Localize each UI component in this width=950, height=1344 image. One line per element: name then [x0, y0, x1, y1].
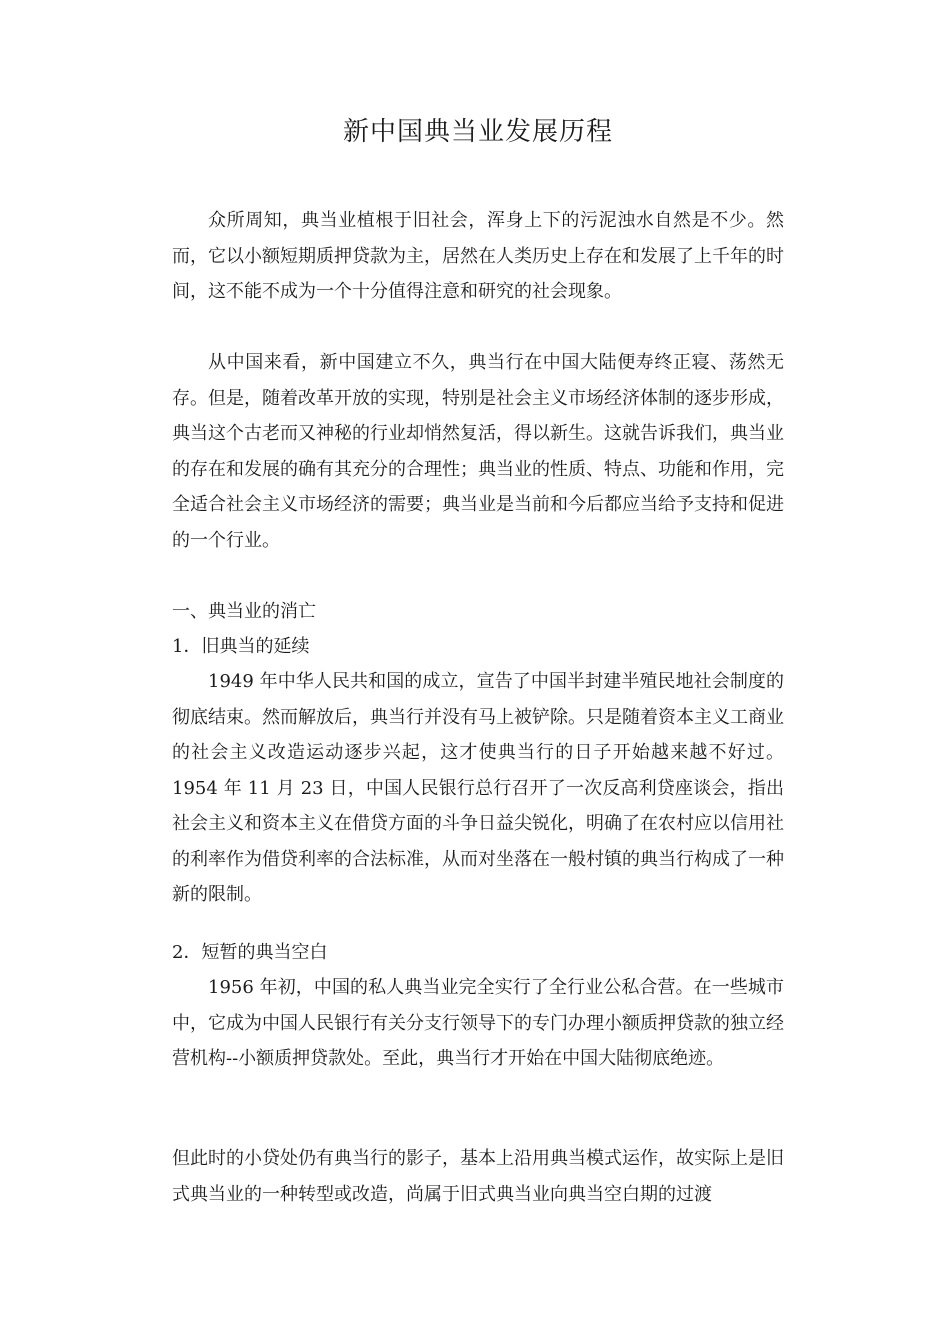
intro-paragraph-2: 从中国来看，新中国建立不久，典当行在中国大陆便寿终正寝、荡然无存。但是，随着改革开放的实现，特别是社会主义市场经济体制的逐步形成，典当这个古老而又神秘的行业却悄然复活，得以新生。这就告诉我们，典当业的存在和发展的确有其充分的合理性；典当业的性质、特点、功能和作用，完全适合社会主义市场经济的需要；典当业是当前和今后都应当给予支持和促进的一个行业。: [172, 352, 784, 551]
subsection-1-paragraph: 1949 年中华人民共和国的成立，宣告了中国半封建半殖民地社会制度的彻底结束。然而解放后，典当行并没有马上被铲除。只是随着资本主义工商业的社会主义改造运动逐步兴起，这才使典当行的日子开始越来越不好过。1954 年 11 月 23 日，中国人民银行总行召开了一次反高利贷座谈会，指出社会主义和资本主义在借贷方面的斗争日益尖锐化，明确了在农村应以信用社的利率作为借贷利率的合法标准，从而对坐落在一般村镇的典当行构成了一种新的限制。: [172, 671, 784, 905]
closing-paragraph: 但此时的小贷处仍有典当行的影子，基本上沿用典当模式运作，故实际上是旧式典当业的一种转型或改造，尚属于旧式典当业向典当空白期的过渡: [172, 1148, 784, 1205]
subsection-heading-2: 2．短暂的典当空白: [172, 942, 328, 963]
intro-paragraph-1: 众所周知，典当业植根于旧社会，浑身上下的污泥浊水自然是不少。然而，它以小额短期质押贷款为主，居然在人类历史上存在和发展了上千年的时间，这不能不成为一个十分值得注意和研究的社会现象。: [172, 210, 784, 302]
subsection-heading-1: 1．旧典当的延续: [172, 636, 310, 657]
subsection-2-paragraph: 1956 年初，中国的私人典当业完全实行了全行业公私合营。在一些城市中，它成为中国人民银行有关分支行领导下的专门办理小额质押贷款的独立经营机构--小额质押贷款处。至此，典当行才开始在中国大陆彻底绝迹。: [172, 977, 784, 1069]
section-heading-1: 一、典当业的消亡: [172, 601, 316, 622]
document-title: 新中国典当业发展历程: [342, 117, 613, 147]
